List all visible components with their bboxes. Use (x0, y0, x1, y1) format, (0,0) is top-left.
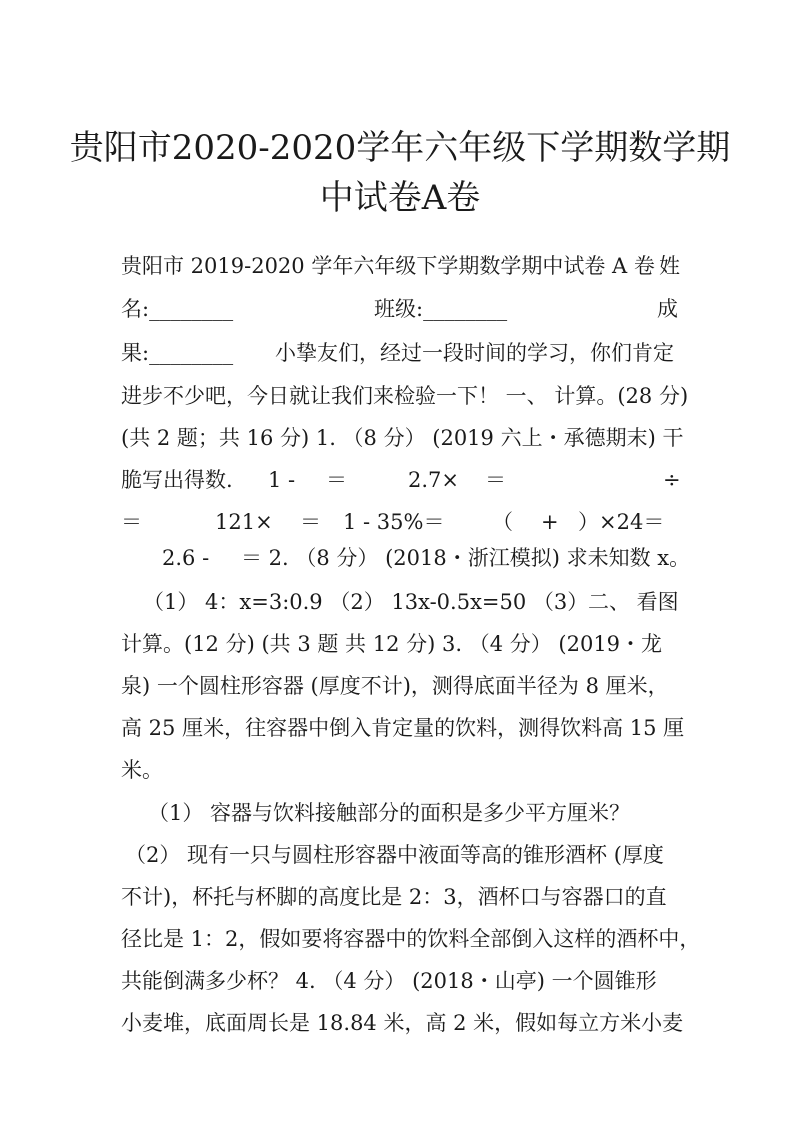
math-expression: 1 - (268, 468, 296, 492)
question-part: （2） 现有一只与圆柱形容器中液面等高的锥形酒杯 (厚度 (125, 843, 664, 867)
text-segment: 成 (657, 297, 678, 321)
text-line: 径比是 1：2，假如要将容器中的饮料全部倒入这样的酒杯中， (121, 927, 701, 951)
text-segment: 脆写出得数. (121, 468, 233, 492)
score-field-label: 果:________ (121, 341, 234, 365)
text-line: 小麦堆，底面周长是 18.84 米，高 2 米，假如每立方米小麦 (121, 1011, 684, 1035)
question-part: （1） 容器与饮料接触部分的面积是多少平方厘米？ (148, 801, 631, 825)
math-expression: 121× (215, 510, 273, 534)
math-expression: ＝ (300, 510, 321, 534)
document-title-line-1: 贵阳市2020-2020学年六年级下学期数学期 (69, 128, 731, 168)
text-line: 进步不少吧，今日就让我们来检验一下！ 一、 计算。(28 分) (121, 384, 689, 408)
math-expression: ）×24＝ (578, 510, 665, 534)
text-line: 共能倒满多少杯？ 4. （4 分） (2018・山亭) 一个圆锥形 (121, 969, 657, 993)
text-segment: ＝ 2. （8 分） (2018・浙江模拟) 求未知数 x。 (241, 546, 691, 570)
math-expression: 1 - 35%＝ (343, 510, 445, 534)
math-expression: ÷ (663, 468, 681, 492)
math-expression: 2.6 - (162, 546, 210, 570)
document-title-line-2: 中试卷A卷 (319, 178, 481, 218)
text-line: (共 2 题；共 16 分) 1. （8 分） (2019 六上・承德期末) 干 (121, 426, 684, 450)
class-field-label: 班级:________ (374, 297, 508, 321)
text-line (121, 252, 680, 280)
math-expression: ＝ (121, 510, 142, 534)
text-line: 高 25 厘米，往容器中倒入肯定量的饮料，测得饮料高 15 厘 (121, 716, 685, 740)
name-field-label: 名:________ (121, 297, 234, 321)
text-line: 不计)，杯托与杯脚的高度比是 2：3，酒杯口与容器口的直 (121, 885, 667, 909)
math-expression: （ (492, 510, 513, 534)
text-segment: 贵阳市 2019-2020 学年六年级下学期数学期中试卷 A 卷 (121, 254, 655, 278)
text-segment: 小挚友们，经过一段时间的学习，你们肯定 (275, 341, 674, 365)
text-line: 泉) 一个圆柱形容器 (厚度不计)，测得底面半径为 8 厘米， (121, 674, 669, 698)
text-segment: 姓 (659, 254, 680, 278)
text-line: 米。 (121, 758, 163, 782)
math-expression: ＝ (485, 468, 506, 492)
text-segment: （1） 4：x=3:0.9 （2） 13x-0.5x=50 （3） (143, 590, 589, 614)
text-line: 计算。(12 分) (共 3 题 共 12 分) 3. （4 分） (2019・龙 (121, 632, 663, 656)
math-expression: ＝ (326, 468, 347, 492)
math-expression: 2.7× (408, 468, 459, 492)
section-heading: 二、 看图 (588, 590, 679, 614)
math-expression: + (541, 510, 559, 534)
